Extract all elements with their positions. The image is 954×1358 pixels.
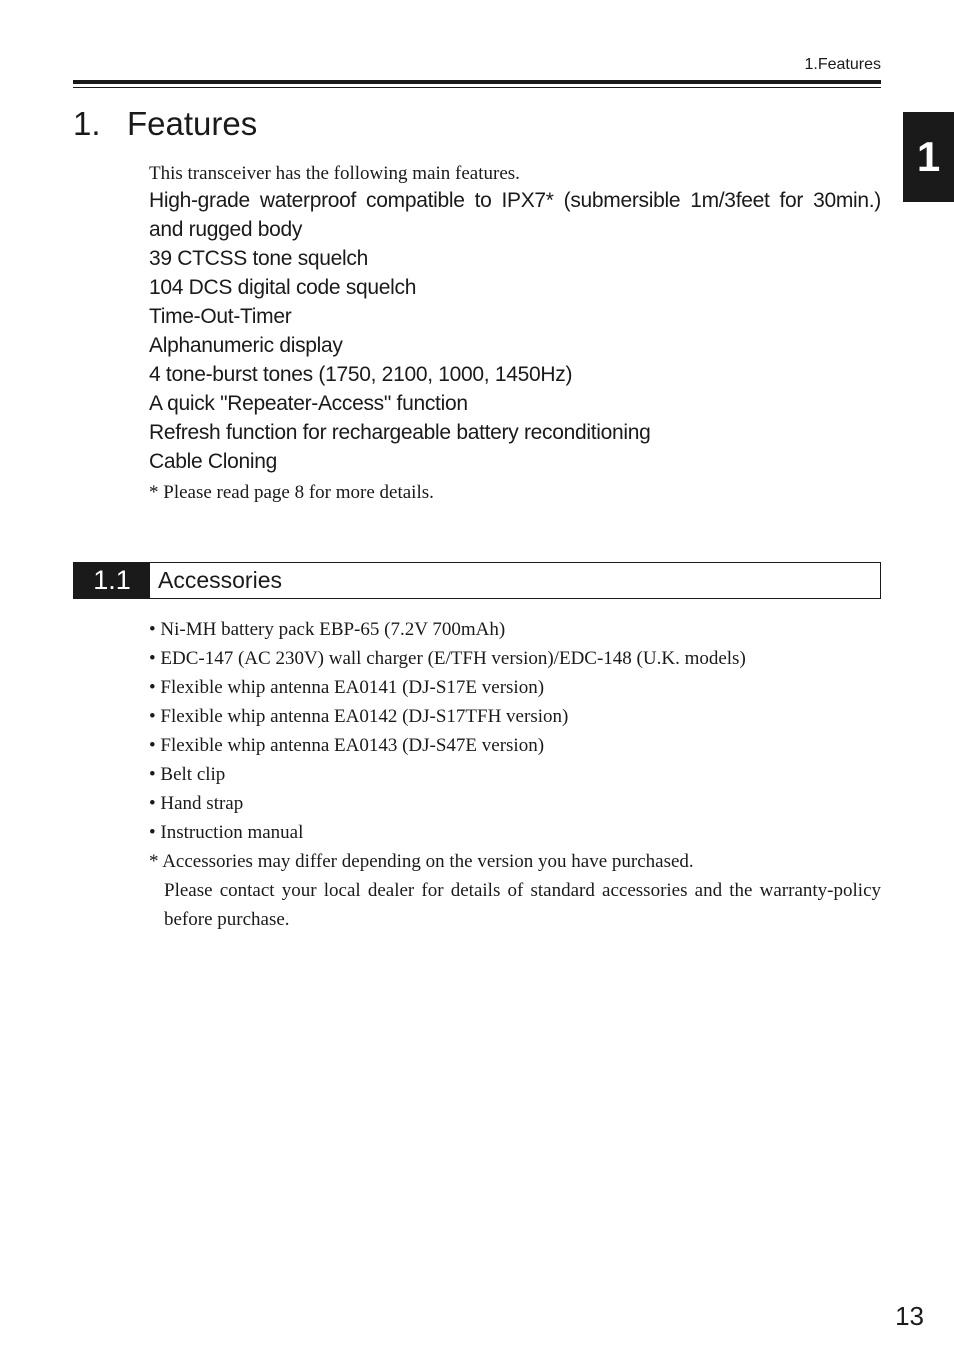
features-footnote: * Please read page 8 for more details. [149,482,434,503]
header-rule-thick [73,80,881,84]
page-title-text: Features [127,105,258,142]
accessory-item: • Instruction manual [149,822,304,843]
header-rule-thin [73,87,881,88]
accessory-item: • EDC-147 (AC 230V) wall charger (E/TFH version)/EDC-148 (U.K. models) [149,648,746,669]
accessories-list [149,615,746,847]
accessory-item: • Flexible whip antenna EA0143 (DJ-S47E version) [149,735,545,756]
feature-item: 4 tone-burst tones (1750, 2100, 1000, 1450Hz) [149,363,573,386]
accessories-footnote [149,847,881,934]
section-heading [73,562,881,599]
feature-item: A quick "Repeater-Access" function [149,392,468,415]
feature-item: 104 DCS digital code squelch [149,276,417,299]
intro-text: This transceiver has the following main features. [149,163,520,184]
accessory-item: • Hand strap [149,793,244,814]
accessory-item: • Flexible whip antenna EA0141 (DJ-S17E version) [149,677,545,698]
accessory-item: • Belt clip [149,764,226,785]
running-header: 1.Features [804,56,881,73]
feature-item: Refresh function for rechargeable battery reconditioning [149,421,651,444]
accessories-footnote-line1: * Accessories may differ depending on the version you have purchased. [149,851,694,872]
page-title-number: 1. [73,105,101,142]
accessories-footnote-line2: Please contact your local dealer for details of standard accessories and the warranty-policy before purchase. [164,880,881,930]
section-number: 1.1 [74,563,150,598]
feature-item: Time-Out-Timer [149,305,292,328]
page-number: 13 [895,1301,924,1331]
feature-item: Alphanumeric display [149,334,343,357]
chapter-tab: 1 [903,112,954,202]
features-list [149,186,881,476]
feature-item: High-grade waterproof compatible to IPX7* (submersible 1m/3feet for 30min.) and rugged body [149,189,881,241]
feature-item: 39 CTCSS tone squelch [149,247,368,270]
page-title [73,103,257,145]
section-title: Accessories [158,567,282,593]
feature-item: Cable Cloning [149,450,278,473]
accessory-item: • Ni-MH battery pack EBP-65 (7.2V 700mAh) [149,619,506,640]
accessory-item: • Flexible whip antenna EA0142 (DJ-S17TFH version) [149,706,569,727]
